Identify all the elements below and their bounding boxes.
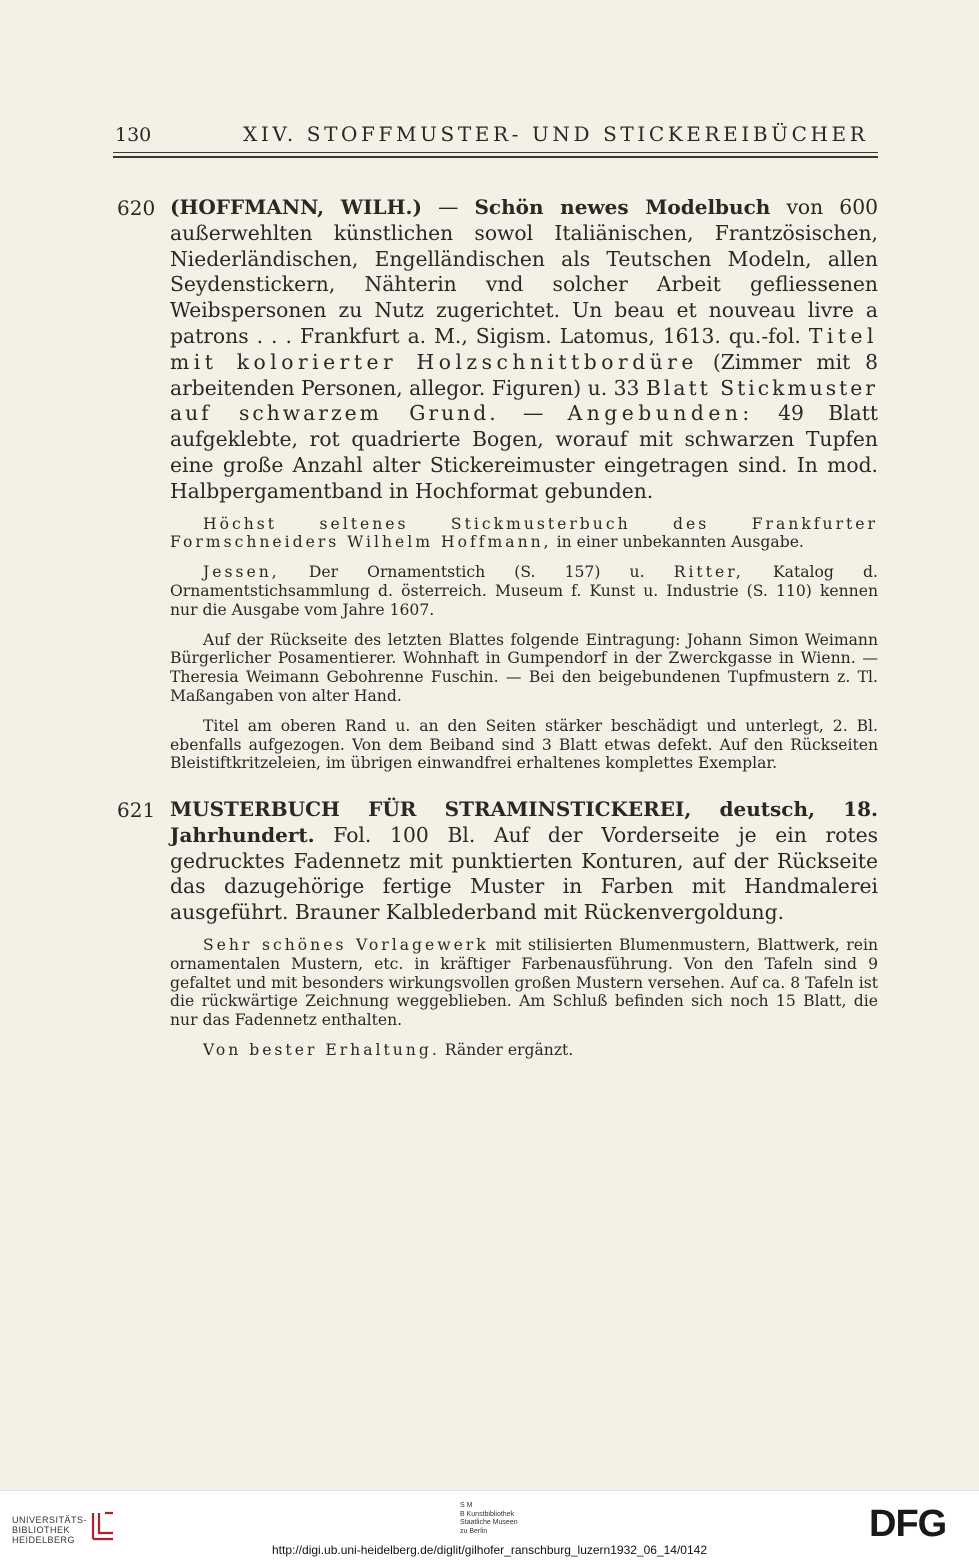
- logo-line: zu Berlin: [460, 1527, 488, 1535]
- entry-note: [170, 1041, 878, 1060]
- header-rule-thin: [113, 152, 878, 153]
- spaced-text: Titel mit kolorierter Holzschnittbordüre: [170, 323, 878, 374]
- entry-note: Auf der Rückseite des letzten Blattes folgende Eintragung: Johann Simon Weimann Bürgerlicher Posamentierer. Wohnhaft in Gumpendorf in der Zwerckgasse in Wienn. — Theresia Weimann Gebohrenne Fuschin. — Bei den beigebundenen Tupfmustern z. Tl. Maßangaben von alter Hand.: [170, 630, 878, 705]
- entry-note: [170, 936, 878, 1030]
- spaced-text: Ritter,: [673, 563, 744, 582]
- spaced-text: Höchst seltenes Stickmusterbuch des Frankfurter Formschneiders Wilhelm Hoffmann,: [170, 514, 878, 552]
- logo-line: S M: [460, 1502, 473, 1509]
- text-segment: Fol. 100 Bl. Auf der Vorderseite je ein rotes gedrucktes Fadennetz mit punktierten Konturen, auf der Rückseite das dazugehörige fertige Muster in Farben mit Handmalerei ausgeführt. Brauner Kalblederband mit Rückenvergoldung.: [170, 822, 878, 925]
- logo-line: B Kunstbibliothek: [460, 1510, 515, 1518]
- entry-title: Schön newes Modelbuch: [474, 195, 771, 219]
- entry-note: [170, 515, 878, 553]
- logo-line: BIBLIOTHEK: [12, 1525, 71, 1535]
- entry-description: [170, 797, 878, 926]
- spaced-text: Sehr schönes Vorlagewerk: [203, 935, 489, 954]
- text-segment: Ränder ergänzt.: [439, 1040, 574, 1059]
- text-segment: —: [498, 401, 568, 426]
- text-segment: Katalog d. Ornamentstichsammlung d. österreich. Museum f. Kunst u. Industrie (S. 110) kennen nur die Ausgabe vom Jahre 1607.: [170, 563, 878, 619]
- dash: —: [421, 195, 475, 219]
- smb-kunstbibliothek-logo[interactable]: [460, 1502, 518, 1536]
- entry-note: Titel am oberen Rand u. an den Seiten stärker beschädigt und unterlegt, 2. Bl. ebenfalls aufgezogen. Von dem Beiband sind 3 Blatt etwas defekt. Auf den Rückseiten Bleistiftkritzeleien, im übrigen einwandfrei erhaltenes komplettes Exemplar.: [170, 716, 878, 773]
- viewer-footer: [0, 1490, 979, 1562]
- entry-title: MUSTERBUCH FÜR STRAMINSTICKEREI, deutsch, 18. Jahrhundert.: [170, 797, 878, 847]
- permalink-url[interactable]: http://digi.ub.uni-heidelberg.de/diglit/gilhofer_ranschburg_luzern1932_06_14/0142: [272, 1543, 707, 1557]
- text-segment: 49 Blatt aufgeklebte, rot quadrierte Bogen, worauf mit schwarzen Tupfen eine große Anzahl alter Stickereimuster eingetragen sind. In mod. Halbpergamentband in Hochformat gebunden.: [170, 401, 878, 503]
- text-segment: in einer unbekannten Ausgabe.: [551, 533, 804, 552]
- ub-heidelberg-logo[interactable]: [12, 1515, 87, 1545]
- entry-number: 620: [117, 196, 156, 220]
- spaced-text: Jessen,: [203, 563, 280, 582]
- header-rule-thick: [113, 156, 878, 158]
- dfg-logo[interactable]: DFG: [869, 1503, 947, 1545]
- text-segment: von 600 außerwehlten künstlichen sowol Italiänischen, Frantzösischen, Niederländischen, Engelländischen als Teutschen Modeln, allen Seydenstickern, Nähterin vnd solcher Arbeit gefliessenen Weibspersonen zu Nutz zugerichtet. Un beau et nouveau livre a patrons . . . Frankfurt a. M., Sigism. Latomus, 1613. qu.-fol.: [170, 195, 879, 348]
- spaced-text: Von bester Erhaltung.: [203, 1040, 440, 1059]
- spaced-text: Blatt Stickmuster auf schwarzem Grund.: [170, 375, 878, 426]
- logo-line: Staatliche Museen: [460, 1519, 518, 1526]
- text-segment: (Zimmer mit 8 arbeitenden Personen, allegor. Figuren) u. 33: [170, 349, 879, 400]
- catalog-entry-621: [117, 797, 878, 1060]
- spaced-text: Angebunden:: [567, 401, 754, 426]
- logo-line: UNIVERSITÄTS-: [12, 1515, 88, 1525]
- text-segment: mit stilisierten Blumenmustern, Blattwerk, rein ornamentalen Mustern, etc. in kräftiger Farbenausführung. Von den Tafeln sind 9 gefaltet und mit besonders wirkungsvollen großen Mustern versehen. Auf ca. 8 Tafeln ist die rückwärtige Zeichnung weggeblieben. Am Schluß befinden sich noch 15 Blatt, die nur das Fadennetz enthalten.: [170, 935, 878, 1030]
- logo-line: HEIDELBERG: [12, 1535, 76, 1545]
- running-head: XIV. STOFFMUSTER- UND STICKEREIBÜCHER: [243, 122, 869, 146]
- ub-emblem-icon: [89, 1509, 117, 1543]
- entry-number: 621: [117, 798, 156, 822]
- entry-author: (HOFFMANN, WILH.): [170, 195, 422, 219]
- text-segment: Der Ornamentstich (S. 157) u.: [279, 563, 674, 582]
- catalog-entry-620: [117, 195, 879, 773]
- entry-note: [170, 563, 878, 619]
- entry-description: [170, 195, 878, 505]
- page-number: 130: [115, 124, 152, 146]
